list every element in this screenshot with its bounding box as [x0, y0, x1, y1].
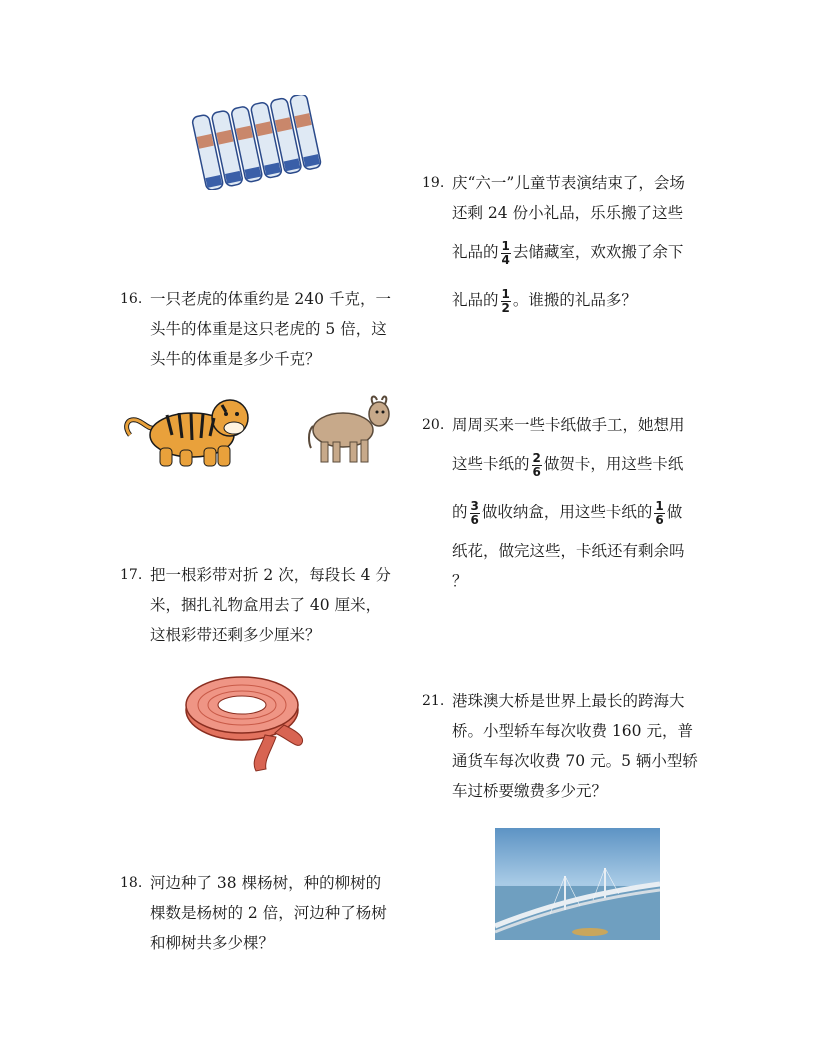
question-number: 19. — [422, 175, 445, 191]
bridge-photo-image — [495, 828, 660, 940]
question-text-line: 的 $\frac{3}{6}$ 做收纳盒，用这些卡纸的 $\frac{1}{6}$ 做 — [452, 498, 683, 527]
fraction: $\frac{3}{6}$ — [470, 498, 479, 527]
fraction: $\frac{1}{6}$ — [655, 498, 664, 527]
question-17 — [120, 560, 391, 650]
question-19 — [422, 168, 685, 324]
question-18 — [120, 868, 387, 958]
question-text-line: 通货车每次收费 70 元。5 辆小型轿 — [452, 752, 698, 770]
question-text-line: 桥。小型轿车每次收费 160 元，普 — [452, 722, 693, 740]
ribbon-roll-image — [180, 665, 315, 775]
question-number: 16. — [120, 291, 143, 307]
question-text-line: 和柳树共多少棵？ — [150, 934, 275, 952]
question-text-line: 车过桥要缴费多少元？ — [452, 782, 608, 800]
fraction: $\frac{1}{2}$ — [501, 286, 510, 315]
question-number: 20. — [422, 417, 445, 433]
question-20 — [422, 410, 685, 596]
question-number: 21. — [422, 693, 445, 709]
question-text-line: 还剩 24 份小礼品，乐乐搬了这些 — [452, 204, 684, 222]
tiger-image — [122, 390, 257, 470]
fraction: $\frac{1}{4}$ — [501, 238, 510, 267]
question-text-line: 礼品的 $\frac{1}{2}$ 。谁搬的礼品多？ — [452, 286, 637, 315]
question-number: 18. — [120, 875, 143, 891]
fraction: $\frac{2}{6}$ — [532, 450, 541, 479]
question-text-line: 礼品的 $\frac{1}{4}$ 去储藏室，欢欢搬了余下 — [452, 238, 684, 267]
question-text-line: 河边种了 38 棵杨树，种的柳树的 — [150, 874, 382, 892]
paper-rolls-image — [188, 95, 323, 190]
question-text-line: 头牛的体重是多少千克？ — [150, 350, 321, 368]
question-number: 17. — [120, 567, 143, 583]
question-text-line: 这根彩带还剩多少厘米？ — [150, 626, 321, 644]
question-text-line: 纸花，做完这些，卡纸还有剩余吗 — [452, 542, 685, 560]
question-text-line: ？ — [452, 572, 468, 590]
question-text-line: 头牛的体重是这只老虎的 5 倍，这 — [150, 320, 387, 338]
question-text-line: 港珠澳大桥是世界上最长的跨海大 — [452, 692, 685, 710]
question-text-line: 庆“六一”儿童节表演结束了，会场 — [452, 174, 685, 192]
cow-image — [305, 392, 395, 467]
question-21 — [422, 686, 698, 806]
question-text-line: 米，捆扎礼物盒用去了 40 厘米， — [150, 596, 382, 614]
question-text-line: 一只老虎的体重约是 240 千克，一 — [150, 290, 391, 308]
question-text-line: 这些卡纸的 $\frac{2}{6}$ 做贺卡，用这些卡纸 — [452, 450, 684, 479]
question-16 — [120, 284, 391, 374]
question-text-line: 周周买来一些卡纸做手工，她想用 — [452, 416, 685, 434]
question-text-line: 把一根彩带对折 2 次，每段长 4 分 — [150, 566, 391, 584]
question-text-line: 棵数是杨树的 2 倍，河边种了杨树 — [150, 904, 387, 922]
